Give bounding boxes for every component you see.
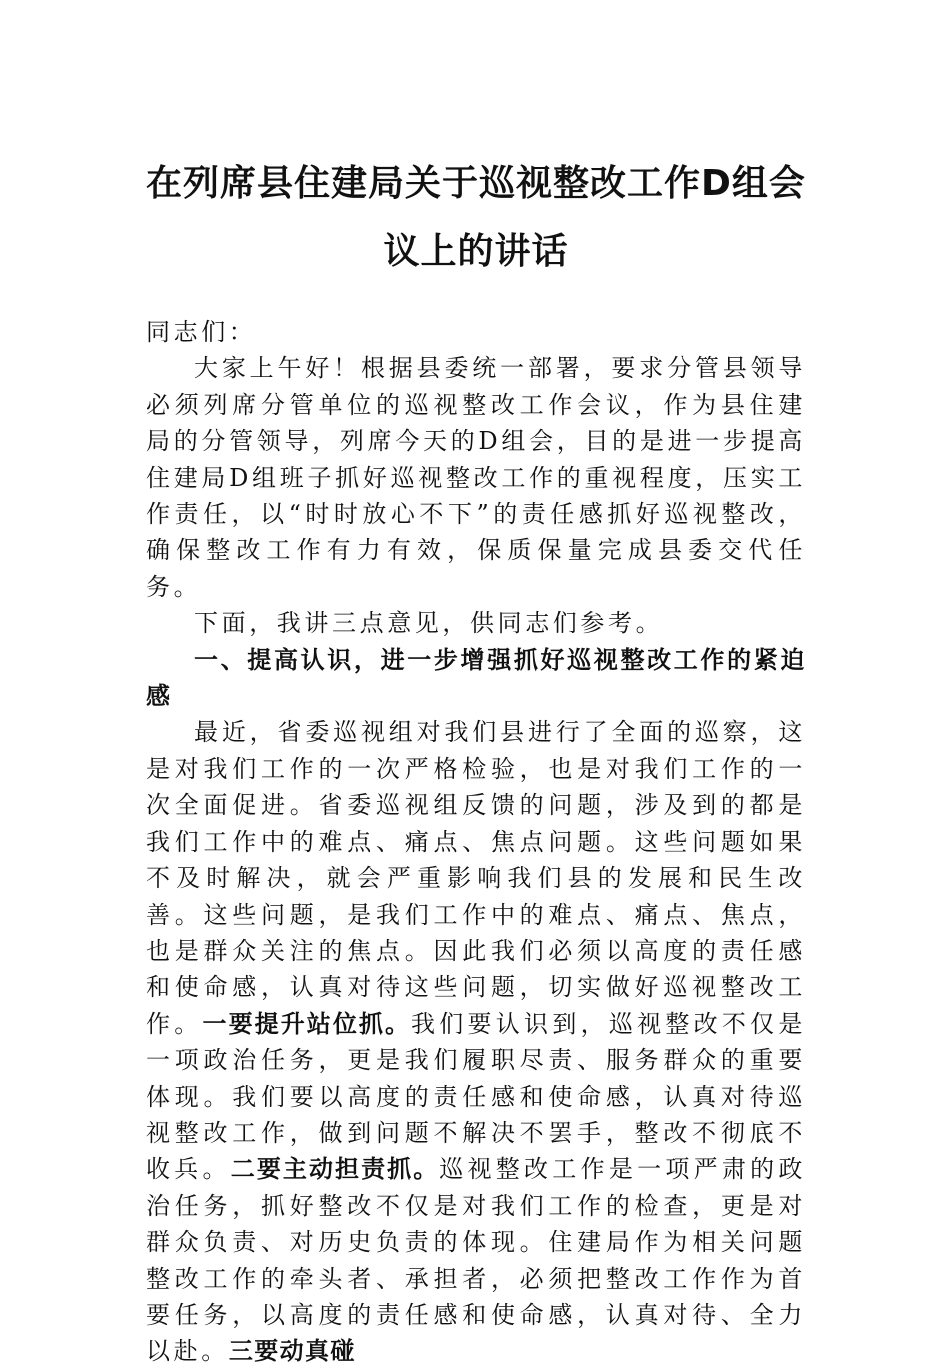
paragraph-outline: 下面，我讲三点意见，供同志们参考。: [194, 609, 664, 638]
salutation: 同志们：: [146, 318, 257, 346]
paragraph-opening: 大家上午好！根据县委统一部署，要求分管县领导必须列席分管单位的巡视整改工作会议，作为县住建局的分管领导，列席今天的D组会，目的是进一步提高住建局D组班子抓好巡视整改工作的重视程度，压实工作责任，以“时时放心不下”的责任感抓好巡视整改，确保整改工作有力有效，保质保量完成县委交代任务。: [146, 354, 806, 601]
paragraph-text: 最近，省委巡视组对我们县进行了全面的巡察，这是对我们工作的一次严格检验，也是对我们工作的一次全面促进。省委巡视组反馈的问题，涉及到的都是我们工作中的难点、痛点、焦点问题。这些问题如果不及时解决，就会严重影响我们县的发展和民生改善。这些问题，是我们工作中的难点、痛点、焦点，也是群众关注的焦点。因此我们必须以高度的责任感和使命感，认真对待这些问题，切实做好巡视整改工作。: [146, 718, 806, 1038]
paragraph-section-1: [146, 714, 806, 1369]
document-title: [146, 150, 806, 286]
title-line-1: 在列席县住建局关于巡视整改工作D组会: [146, 163, 806, 204]
paragraph-text: 我们要认识到，巡视整改不仅是一项政治任务，更是我们履职尽责、服务群众的重要体现。我们要以高度的责任感和使命感，认真对待巡视整改工作，做到问题不解决不罢手，整改不彻底不收兵。: [146, 1009, 806, 1184]
paragraph-text: 巡视整改工作是一项严肃的政治任务，抓好整改不仅是对我们工作的检查，更是对群众负责、对历史负责的体现。住建局作为相关问题整改工作的牵头者、承担者，必须把整改工作作为首要任务，以高度的责任感和使命感，认真对待、全力以赴。: [146, 1155, 806, 1366]
emphasis-point-3: 三要动真碰: [228, 1337, 356, 1366]
emphasis-point-1: 一要提升站位抓。: [202, 1009, 412, 1038]
section-heading-1: 一、提高认识，进一步增强抓好巡视整改工作的紧迫感: [146, 645, 806, 711]
emphasis-point-2: 二要主动担责抓。: [230, 1155, 440, 1184]
document-page: [146, 150, 806, 1370]
title-line-2: 议上的讲话: [383, 231, 569, 272]
document-body: [146, 314, 806, 1370]
